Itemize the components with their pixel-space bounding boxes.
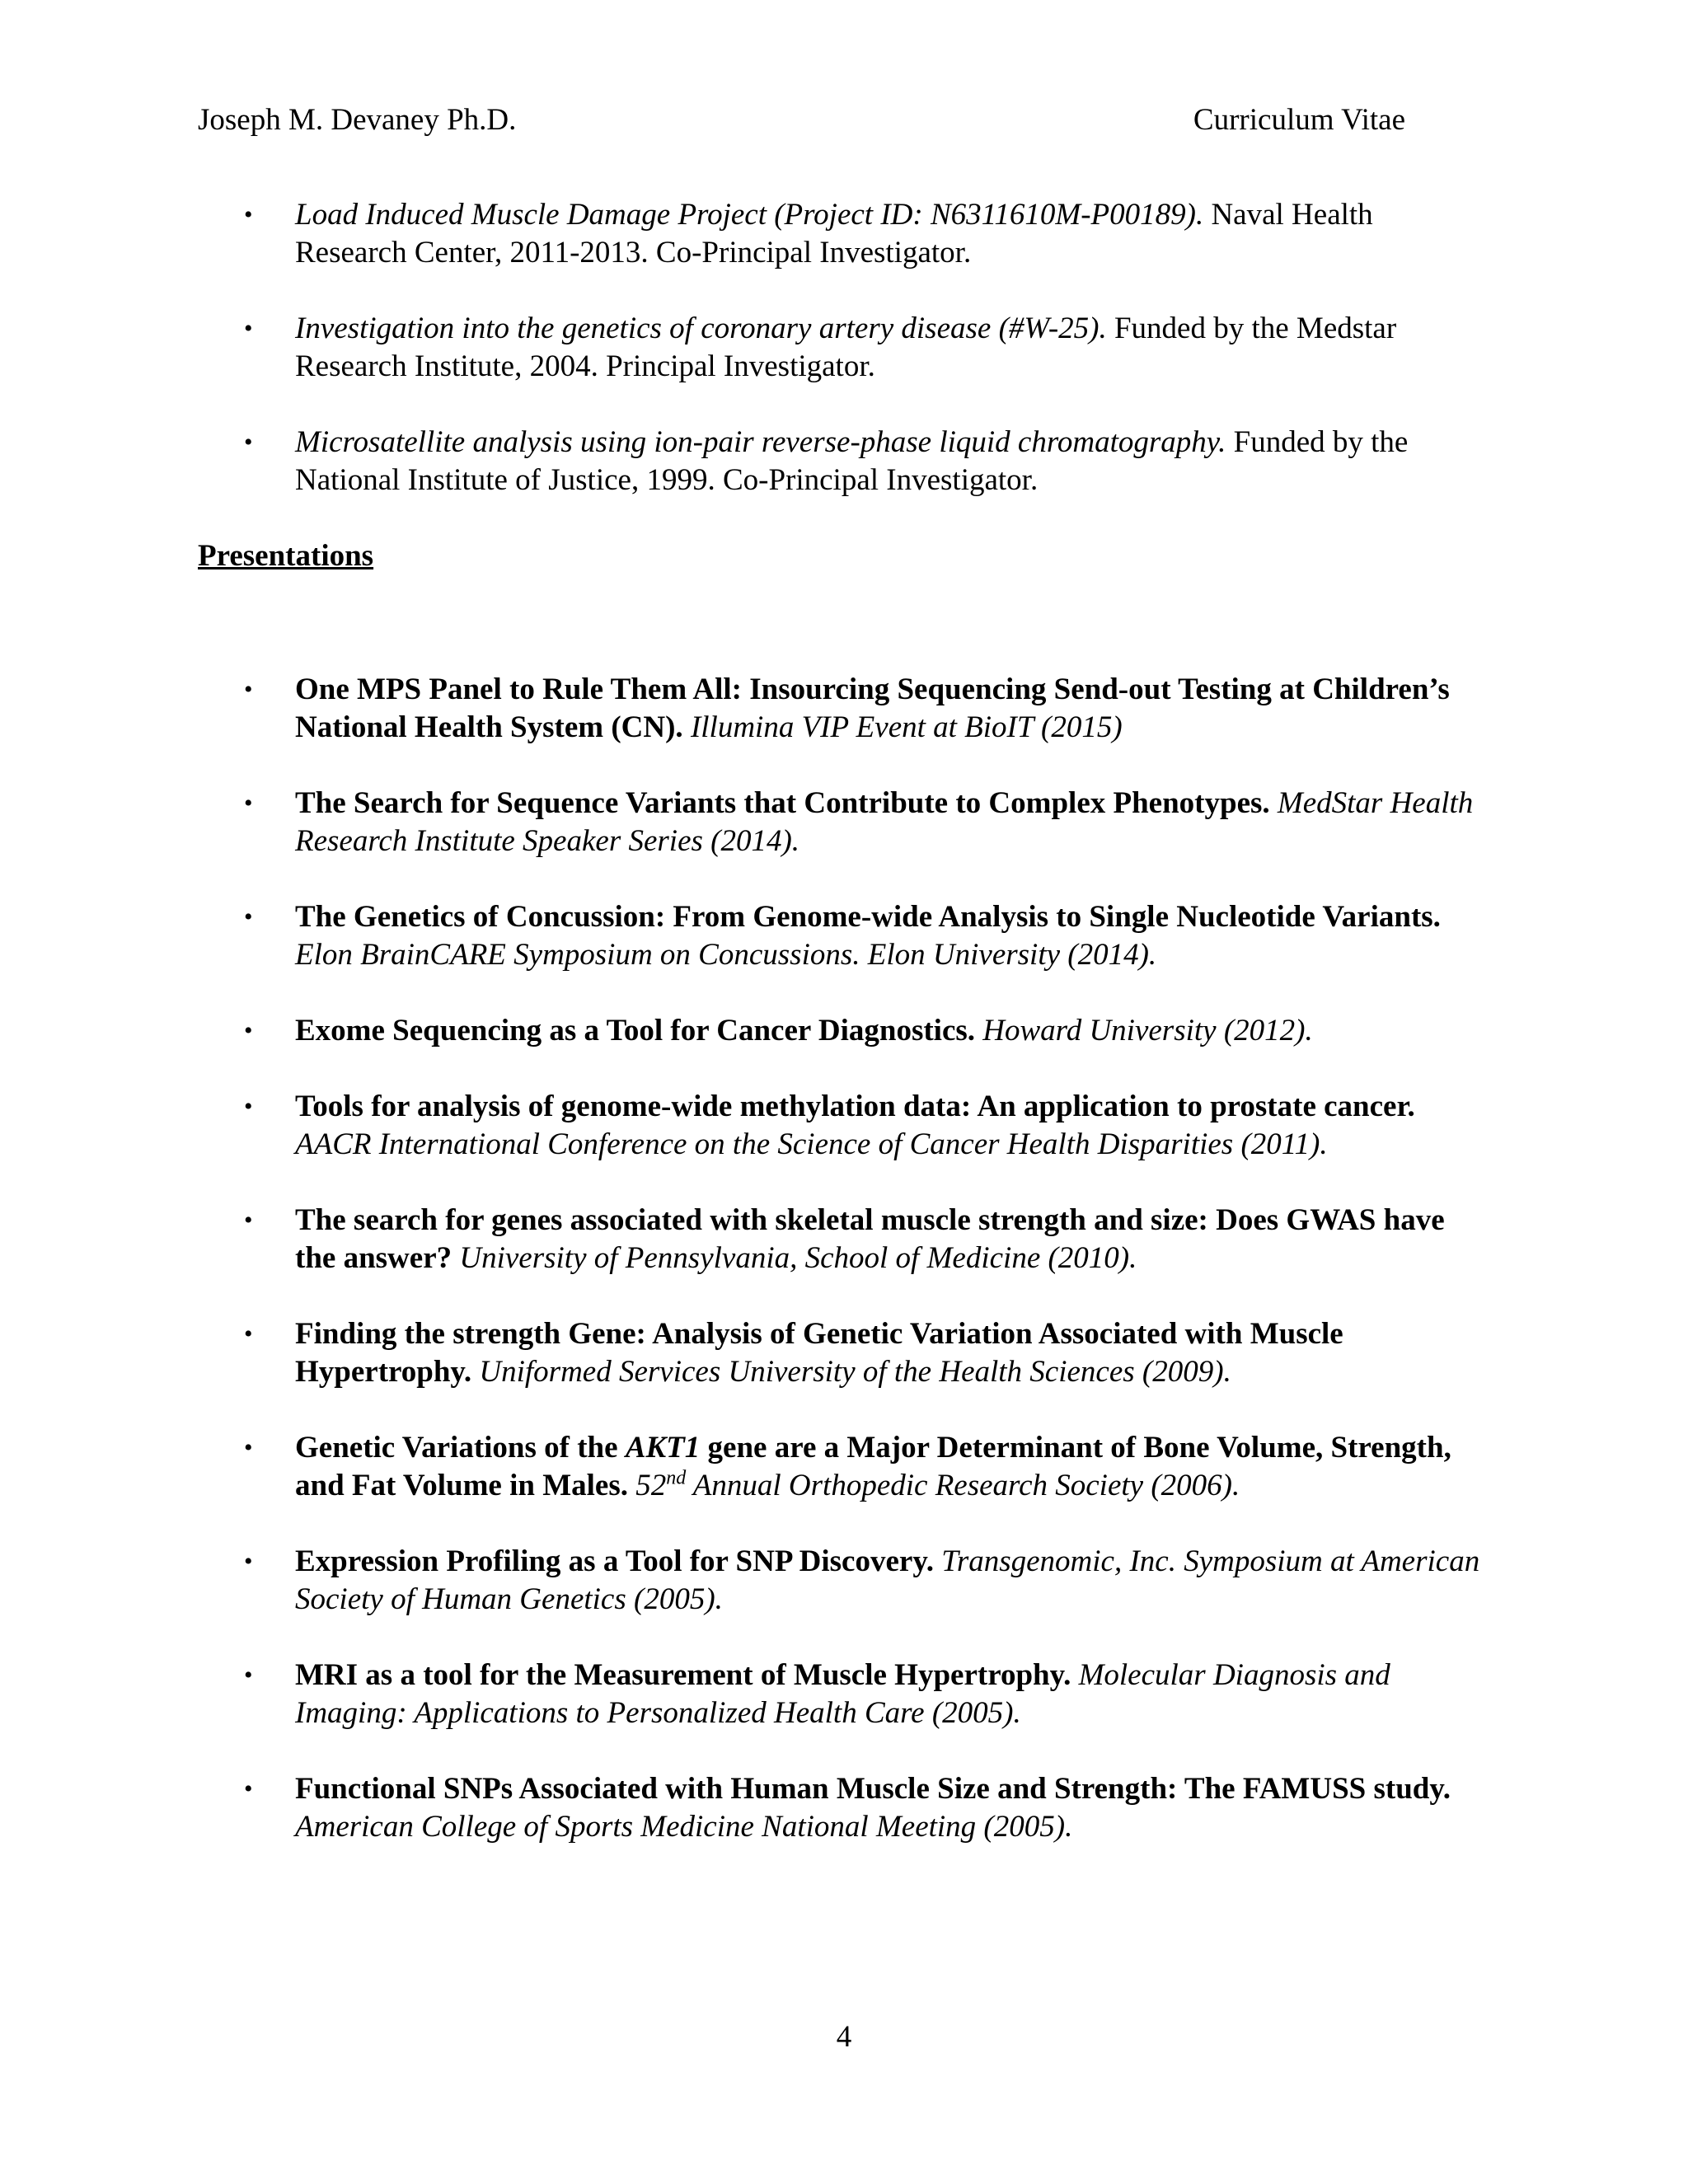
grant-title: Investigation into the genetics of coronary artery disease (#W-25). [295,312,1107,345]
presentation-item [198,1429,1484,1505]
presentation-venue: MedStar Health Research Institute Speaker Series (2014). [295,786,1474,858]
presentation-venue: Molecular Diagnosis and Imaging: Applications to Personalized Health Care (2005). [295,1658,1390,1730]
bullet-icon: • [244,1207,253,1234]
bullet-icon: • [244,201,253,228]
presentation-item [198,898,1484,974]
ordinal-superscript: nd [666,1467,687,1489]
presentation-title: Functional SNPs Associated with Human Muscle Size and Strength: The FAMUSS study. [295,1772,1451,1806]
bullet-icon: • [244,1434,253,1461]
presentation-venue: Howard University (2012). [975,1014,1313,1047]
bullet-icon: • [244,315,253,342]
presentation-title: MRI as a tool for the Measurement of Muscle Hypertrophy. [295,1658,1071,1692]
presentation-item [198,1315,1484,1391]
presentation-title: The Genetics of Concussion: From Genome-wide Analysis to Single Nucleotide Variants. [295,900,1441,934]
presentation-venue: AACR International Conference on the Science of Cancer Health Disparities (2011). [295,1127,1328,1161]
bullet-icon: • [244,1093,253,1120]
presentation-venue: Annual Orthopedic Research Society (2006). [686,1469,1240,1502]
presentations-heading: Presentations [198,539,374,573]
bullet-icon: • [244,676,253,703]
presentation-title: The search for genes associated with skeletal muscle strength and size: Does GWAS have the answer? [295,1203,1445,1275]
presentation-venue: Elon BrainCARE Symposium on Concussions. Elon University (2014). [295,938,1157,972]
presentation-title-part: Genetic Variations of the [295,1431,626,1465]
presentation-item [198,785,1484,860]
presentation-title: Expression Profiling as a Tool for SNP Discovery. [295,1544,935,1578]
grants-list [198,196,1484,499]
bullet-icon: • [244,903,253,930]
grant-details: Naval Health Research Center, 2011-2013. Co-Principal Investigator. [295,198,1373,269]
presentation-item [198,1770,1484,1846]
bullet-icon: • [244,1320,253,1347]
grant-details: Funded by the National Institute of Justice, 1999. Co-Principal Investigator. [295,425,1409,497]
presentation-venue-ordinal: 52 [627,1469,667,1502]
presentation-venue: Transgenomic, Inc. Symposium at American Society of Human Genetics (2005). [295,1544,1480,1616]
presentation-title-part: gene are a Major Determinant of Bone Volume, Strength, and Fat Volume in Males. [295,1431,1451,1502]
presentation-title: Finding the strength Gene: Analysis of Genetic Variation Associated with Muscle Hypertrophy. [295,1317,1343,1389]
header-document-type: Curriculum Vitae [1193,103,1405,137]
presentation-item [198,1657,1484,1732]
bullet-icon: • [244,790,253,817]
grant-title: Microsatellite analysis using ion-pair reverse-phase liquid chromatography. [295,425,1226,459]
grant-item [198,424,1484,499]
presentation-item [198,1088,1484,1164]
presentation-venue: Uniformed Services University of the Health Sciences (2009). [471,1355,1231,1389]
header-author-name: Joseph M. Devaney Ph.D. [198,103,517,137]
bullet-icon: • [244,1775,253,1802]
presentation-venue: Illumina VIP Event at BioIT (2015) [682,710,1123,744]
grant-title: Load Induced Muscle Damage Project (Project ID: N6311610M-P00189). [295,198,1204,232]
page-content [198,196,1484,1884]
presentation-item [198,1202,1484,1277]
bullet-icon: • [244,1661,253,1689]
presentation-item [198,1543,1484,1619]
presentation-item [198,671,1484,747]
presentation-title: One MPS Panel to Rule Them All: Insourcing Sequencing Send-out Testing at Children’s National Health System (CN). [295,673,1450,744]
grant-item [198,196,1484,272]
page-header [198,101,1405,140]
gene-name: AKT1 [625,1431,701,1465]
presentation-venue: University of Pennsylvania, School of Medicine (2010). [452,1241,1137,1275]
presentation-venue: American College of Sports Medicine National Meeting (2005). [295,1810,1073,1844]
bullet-icon: • [244,1017,253,1044]
presentation-title: The Search for Sequence Variants that Contribute to Complex Phenotypes. [295,786,1270,820]
grant-item [198,310,1484,386]
bullet-icon: • [244,429,253,456]
presentation-item [198,1012,1484,1050]
presentations-list [198,671,1484,1846]
page-number: 4 [836,2020,852,2054]
presentation-title: Exome Sequencing as a Tool for Cancer Diagnostics. [295,1014,976,1047]
grant-details: Funded by the Medstar Research Institute, 2004. Principal Investigator. [295,312,1397,383]
presentation-title: Tools for analysis of genome-wide methylation data: An application to prostate cancer. [295,1090,1415,1123]
bullet-icon: • [244,1548,253,1575]
